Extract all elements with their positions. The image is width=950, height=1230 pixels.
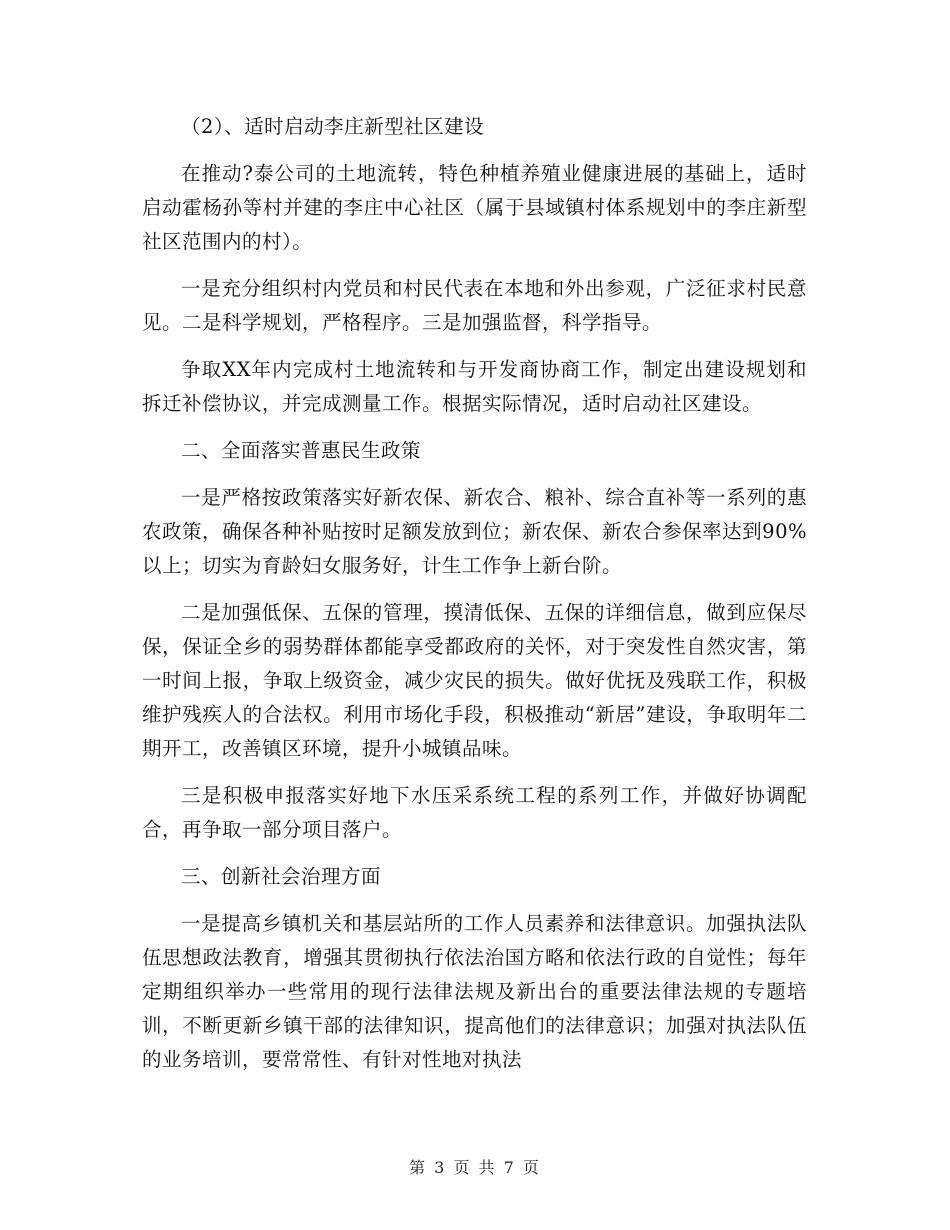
paragraph: 在推动?泰公司的土地流转，特色种植养殖业健康进展的基础上，适时启动霍杨孙等村并建的李庄中心社区（属于县域镇村体系规划中的李庄新型社区范围内的村）。 [142,162,807,253]
paragraph: 三是积极申报落实好地下水压采系统工程的系列工作，并做好协调配合，再争取一部分项目落户。 [142,784,807,841]
paragraph: 二是加强低保、五保的管理，摸清低保、五保的详细信息，做到应保尽保，保证全乡的弱势群体都能享受都政府的关怀，对于突发性自然灾害，第一时间上报，争取上级资金，减少灾民的损失。做好优抚及残联工作，积极维护残疾人的合法权。利用市场化手段，积极推动“新居”建设，争取明年二期开工，改善镇区环境，提升小城镇品味。 [142,601,807,760]
paragraph: 争取XX年内完成村土地流转和与开发商协商工作，制定出建设规划和拆迁补偿协议，并完成测量工作。根据实际情况，适时启动社区建设。 [142,358,807,415]
page-number-footer: 第 3 页 共 7 页 [409,1158,541,1177]
paragraph: 一是提高乡镇机关和基层站所的工作人员素养和法律意识。加强执法队伍思想政法教育，增强其贯彻执行依法治国方略和依法行政的自觉性；每年定期组织举办一些常用的现行法律法规及新出台的重要法律法规的专题培训，不断更新乡镇干部的法律知识，提高他们的法律意识；加强对执法队伍的业务培训，要常常性、有针对性地对执法 [142,912,807,1071]
paragraph: 一是充分组织村内党员和村民代表在本地和外出参观，广泛征求村民意见。二是科学规划，严格程序。三是加强监督，科学指导。 [142,277,807,334]
document-body [142,110,807,1090]
paragraph: 一是严格按政策落实好新农保、新农合、粮补、综合直补等一系列的惠农政策，确保各种补贴按时足额发放到位；新农保、新农合参保率达到90%以上；切实为育龄妇女服务好，计生工作争上新台阶。 [142,486,807,577]
section-heading: 二、全面落实普惠民生政策 [181,439,422,462]
section-heading: （2）、适时启动李庄新型社区建设 [181,115,485,138]
section-heading: 三、创新社会治理方面 [181,865,382,888]
